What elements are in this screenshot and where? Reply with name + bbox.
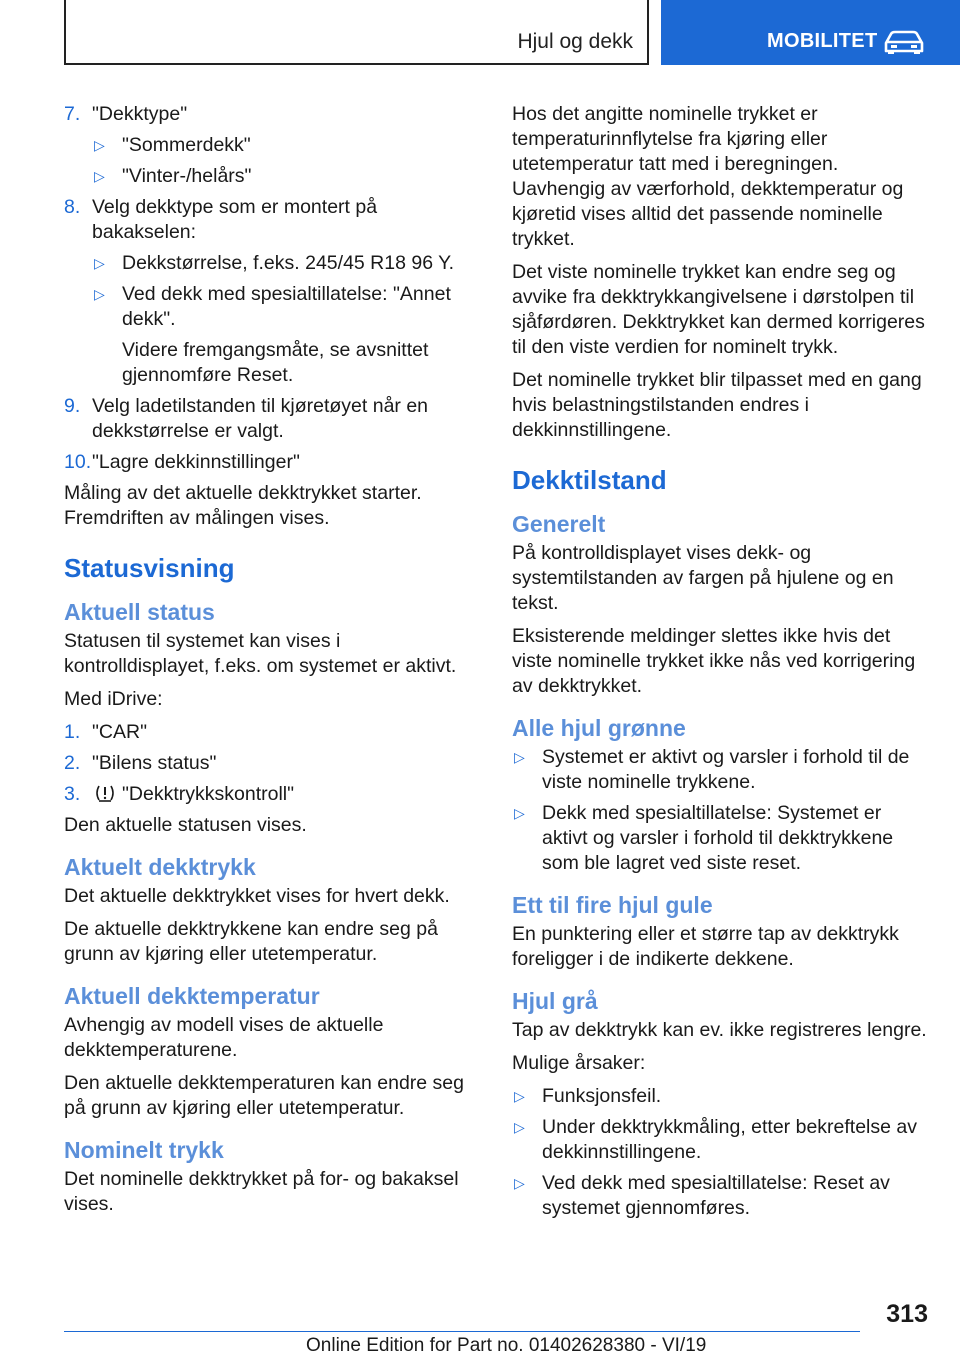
paragraph: Det nominelle trykket blir tilpasset med en gang hvis belastningstilstanden endres i dekkinnstillingene.: [512, 369, 922, 441]
paragraph: Måling av det aktuelle dekktrykket starter. Fremdriften av målingen vises.: [64, 482, 422, 529]
triangle-bullet-icon: ▷: [94, 137, 105, 153]
list-item: 1. "CAR": [64, 721, 148, 743]
list-item: 10. "Lagre dekkinnstillinger": [64, 451, 300, 473]
triangle-bullet-icon: ▷: [514, 749, 525, 765]
heading-statusvisning: Statusvisning: [64, 553, 235, 583]
paragraph: Den aktuelle statusen vises.: [64, 814, 307, 836]
right-column: [512, 102, 932, 1227]
triangle-bullet-icon: ▷: [514, 805, 525, 821]
list-item: 8. Velg dekktype som er montert på bakakselen:: [64, 196, 378, 243]
car-icon: [883, 29, 925, 55]
paragraph: Hos det angitte nominelle trykket er temperaturinnflytelse fra kjøring eller utetemperatur tatt med i beregningen. Uavhengig av værforhold, dekktemperatur og kjøretid vises alltid det passende nominelle trykket.: [512, 103, 904, 250]
paragraph: Avhengig av modell vises de aktuelle dekktemperaturene.: [64, 1014, 384, 1061]
triangle-bullet-icon: ▷: [514, 1175, 525, 1191]
paragraph: Det nominelle dekktrykket på for- og bakaksel vises.: [64, 1168, 459, 1215]
paragraph: Med iDrive:: [64, 688, 163, 710]
paragraph: Statusen til systemet kan vises i kontrolldisplayet, f.eks. om systemet er aktivt.: [64, 630, 457, 677]
triangle-bullet-icon: ▷: [94, 286, 105, 302]
triangle-bullet-icon: ▷: [514, 1119, 525, 1135]
bullet-item: ▷ "Sommerdekk": [94, 134, 251, 156]
paragraph: Det viste nominelle trykket kan endre seg og avvike fra dekktrykkangivelsene i dørstolpen til sjåførdøren. Dekktrykket kan dermed korrigeres til den viste verdien for nominelt trykk.: [512, 261, 925, 358]
header-section-box: [64, 0, 649, 65]
chapter-tab-label: MOBILITET: [767, 30, 878, 52]
heading-dekktilstand: Dekktilstand: [512, 465, 667, 495]
paragraph: Den aktuelle dekktemperaturen kan endre seg på grunn av kjøring eller utetemperatur.: [64, 1072, 464, 1119]
triangle-bullet-icon: ▷: [514, 1088, 525, 1104]
paragraph: Eksisterende meldinger slettes ikke hvis det viste nominelle trykket ikke nås ved korrigering av dekktrykket.: [512, 625, 916, 697]
heading-aktuelt-dekktrykk: Aktuelt dekktrykk: [64, 854, 256, 880]
bullet-item: ▷ Dekk med spesialtillatelse: Systemet er aktivt og varsler i forhold til dekktrykkene som ble lagret ved siste reset.: [514, 802, 894, 874]
paragraph: De aktuelle dekktrykkene kan endre seg på grunn av kjøring eller utetemperatur.: [64, 918, 438, 965]
bullet-item: ▷ Under dekktrykkmåling, etter bekreftelse av dekkinnstillingene.: [514, 1116, 917, 1163]
heading-nominelt-trykk: Nominelt trykk: [64, 1137, 224, 1163]
page-number: 313: [886, 1300, 928, 1328]
list-item: 7. "Dekktype": [64, 103, 188, 125]
bullet-item: ▷ Systemet er aktivt og varsler i forhold til de viste nominelle trykkene.: [514, 746, 910, 793]
paragraph: Tap av dekktrykk kan ev. ikke registreres lengre.: [512, 1019, 927, 1041]
paragraph: En punktering eller et større tap av dekktrykk foreligger i de indikerte dekkene.: [512, 923, 899, 970]
chapter-tab[interactable]: [661, 0, 960, 65]
paragraph: Det aktuelle dekktrykket vises for hvert dekk.: [64, 885, 450, 907]
footer-edition-text: Online Edition for Part no. 01402628380 - VI/19: [306, 1335, 707, 1356]
bullet-item: ▷ "Vinter-/helårs": [94, 165, 252, 187]
sub-paragraph: Videre fremgangsmåte, se avsnittet gjennomføre Reset.: [122, 339, 429, 386]
footer-divider: [64, 1331, 860, 1332]
triangle-bullet-icon: ▷: [94, 168, 105, 184]
heading-alle-hjul-gronne: Alle hjul grønne: [512, 715, 686, 741]
footer-edition: [306, 1335, 706, 1357]
bullet-item: ▷ Ved dekk med spesialtillatelse: "Annet dekk".: [94, 283, 451, 330]
left-column: [64, 102, 484, 1225]
bullet-item: ▷ Funksjonsfeil.: [514, 1085, 662, 1107]
triangle-bullet-icon: ▷: [94, 255, 105, 271]
heading-ett-til-fire-hjul-gule: Ett til fire hjul gule: [512, 892, 713, 918]
bullet-item: ▷ Ved dekk med spesialtillatelse: Reset av systemet gjennomføres.: [514, 1172, 890, 1219]
tire-pressure-warning-icon: [94, 782, 116, 804]
heading-aktuell-status: Aktuell status: [64, 599, 215, 625]
heading-hjul-gra: Hjul grå: [512, 988, 598, 1014]
paragraph: På kontrolldisplayet vises dekk- og systemtilstanden av fargen på hjulene og en tekst.: [512, 542, 894, 614]
section-title: Hjul og dekk: [517, 30, 633, 53]
list-item: 3. "Dekktrykkskontroll": [64, 783, 295, 805]
bullet-item: ▷ Dekkstørrelse, f.eks. 245/45 R18 96 Y.: [94, 252, 455, 274]
paragraph: Mulige årsaker:: [512, 1052, 646, 1074]
heading-generelt: Generelt: [512, 511, 606, 537]
list-item: 2. "Bilens status": [64, 752, 217, 774]
list-item: 9. Velg ladetilstanden til kjøretøyet når en dekkstørrelse er valgt.: [64, 395, 429, 442]
heading-aktuell-dekktemperatur: Aktuell dekktemperatur: [64, 983, 320, 1009]
